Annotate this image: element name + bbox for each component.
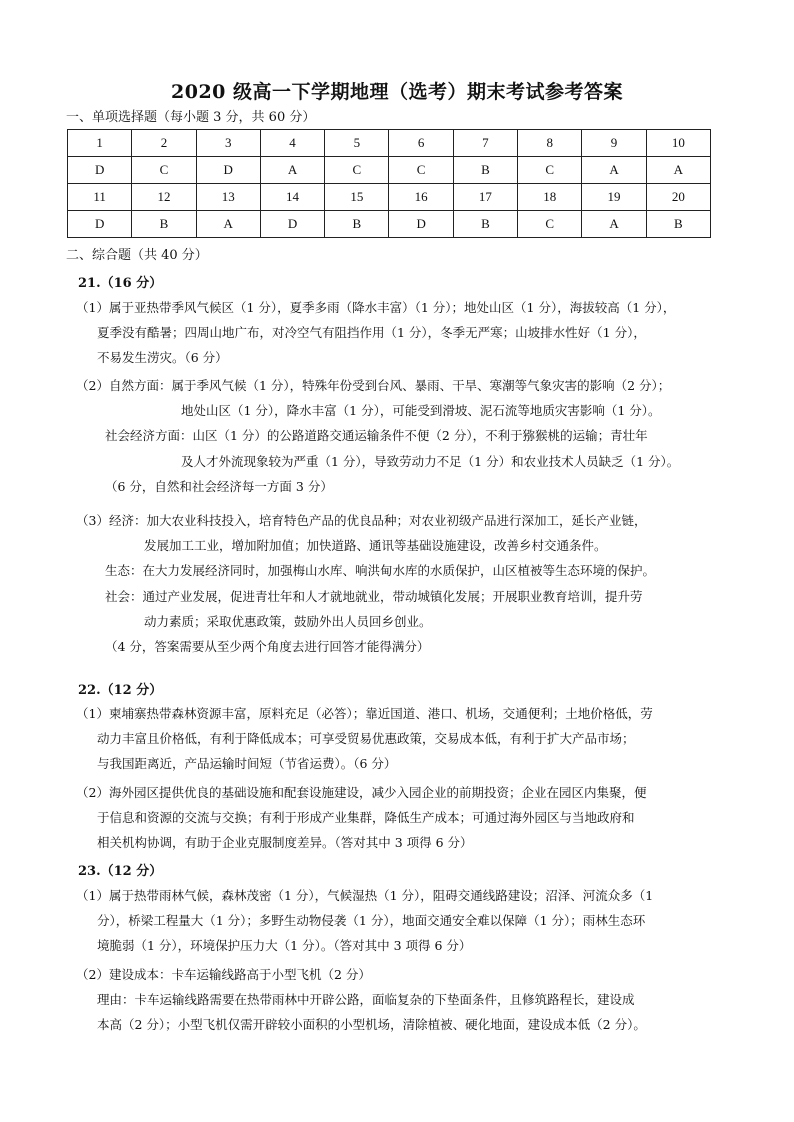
q21-part3 [76,508,655,659]
answer-cell: B [646,211,710,238]
answer-cell: A [582,211,646,238]
q22-part1 [76,701,653,777]
q22-p2-line: 于信息和资源的交流与交换；有利于形成产业集群，降低生产成本；可通过海外园区与当地政府和 [97,810,635,826]
q21-p2-line: 地处山区（1 分），降水丰富（1 分），可能受到滑坡、泥石流等地质灾害影响（1 分）。 [181,403,661,419]
question-number-cell: 6 [389,130,453,157]
q21-p3-line: （3）经济：加大农业科技投入，培育特色产品的优良品种；对农业初级产品进行深加工，延长产业链， [76,513,647,528]
part2-heading: 二、综合题（共 40 分） [66,248,208,263]
question-number-cell: 15 [325,184,389,211]
question-number-cell: 5 [325,130,389,157]
q22-heading: 22.（12 分） [78,683,163,698]
q22-p1-line: （1）柬埔寨热带森林资源丰富，原料充足（必答）；靠近国道、港口、机场，交通便利；土地价格低，劳 [76,706,653,721]
answer-cell: C [389,157,453,184]
q22-p1-line: 动力丰富且价格低，有利于降低成本；可享受贸易优惠政策，交易成本低，有利于扩大产品市场； [97,731,635,747]
q23-p1-line: 境脆弱（1 分），环境保护压力大（1 分）。（答对其中 3 项得 6 分） [97,938,472,954]
question-number-cell: 13 [196,184,260,211]
q21-p3-line: （4 分，答案需要从至少两个角度去进行回答才能得满分） [105,639,430,655]
answer-cell: B [453,157,517,184]
answer-cell: A [196,211,260,238]
question-number-cell: 19 [582,184,646,211]
answer-table-row [68,157,711,184]
q21-p1-line: 不易发生涝灾。（6 分） [97,350,228,366]
q21-p2-line: 社会经济方面：山区（1 分）的公路道路交通运输条件不便（2 分），不利于猕猴桃的运输；青壮年 [105,428,648,444]
answer-cell: C [518,157,582,184]
question-number-cell: 9 [582,130,646,157]
question-number-cell: 14 [260,184,324,211]
question-number-cell: 12 [132,184,196,211]
answer-cell: D [68,157,132,184]
answer-cell: C [132,157,196,184]
q23-p1-line: 分），桥梁工程量大（1 分）；多野生动物侵袭（1 分），地面交通安全难以保障（1 分）；雨林生态环 [97,913,646,929]
answer-cell: B [453,211,517,238]
q21-p1-line: 夏季没有酷暑；四周山地广布，对冷空气有阻挡作用（1 分），冬季无严寒；山坡排水性好（1 分）， [97,325,646,341]
answer-table [67,129,711,238]
q22-part2 [76,780,646,856]
q22-p1-line: 与我国距离近，产品运输时间短（节省运费）。（6 分） [97,756,397,772]
question-number-cell: 20 [646,184,710,211]
question-number-cell: 7 [453,130,517,157]
q21-part1 [76,295,675,371]
q23-p1-line: （1）属于热带雨林气候，森林茂密（1 分），气候湿热（1 分），阻碍交通线路建设；沼泽、河流众多（1 [76,888,654,903]
question-number-cell: 4 [260,130,324,157]
answer-cell: A [646,157,710,184]
question-number-cell: 16 [389,184,453,211]
q23-p2-line: 本高（2 分）；小型飞机仅需开辟较小面积的小型机场，清除植被、硬化地面，建设成本低（2 分）。 [97,1017,646,1033]
answer-table-row [68,211,711,238]
q23-part1 [76,883,653,959]
q21-p2-line: （2）自然方面：属于季风气候（1 分），特殊年份受到台风、暴雨、干旱、寒潮等气象灾害的影响（2 分）； [76,378,671,393]
answer-cell: A [260,157,324,184]
answer-table-row [68,130,711,157]
answer-table-row [68,184,711,211]
answer-cell: B [325,211,389,238]
answer-cell: C [518,211,582,238]
answer-cell: B [132,211,196,238]
question-number-cell: 2 [132,130,196,157]
q21-p3-line: 社会：通过产业发展，促进青壮年和人才就地就业，带动城镇化发展；开展职业教育培训，提升劳 [105,588,643,604]
question-number-cell: 1 [68,130,132,157]
answer-cell: A [582,157,646,184]
part1-heading: 一、单项选择题（每小题 3 分，共 60 分） [66,110,316,125]
answer-cell: C [325,157,389,184]
q21-p3-line: 动力素质；采取优惠政策，鼓励外出人员回乡创业。 [144,613,432,629]
question-number-cell: 3 [196,130,260,157]
answer-cell: D [389,211,453,238]
q21-p3-line: 生态：在大力发展经济同时，加强梅山水库、响洪甸水库的水质保护，山区植被等生态环境的保护。 [105,563,656,579]
q21-p3-line: 发展加工工业，增加附加值；加快道路、通讯等基础设施建设，改善乡村交通条件。 [144,538,607,554]
q21-p1-line: （1）属于亚热带季风气候区（1 分），夏季多雨（降水丰富）（1 分）；地处山区（1 分），海拔较高（1 分）， [76,300,676,315]
q22-p2-line: 相关机构协调，有助于企业克服制度差异。（答对其中 3 项得 6 分） [97,835,473,851]
answer-cell: D [68,211,132,238]
question-number-cell: 18 [518,184,582,211]
question-number-cell: 10 [646,130,710,157]
q21-p2-line: （6 分，自然和社会经济每一方面 3 分） [105,478,333,494]
answer-cell: D [260,211,324,238]
q23-part2 [76,962,646,1038]
q23-heading: 23.（12 分） [78,864,163,879]
page-title: 2020 级高一下学期地理（选考）期末考试参考答案 [171,81,623,103]
answer-cell: D [196,157,260,184]
question-number-cell: 17 [453,184,517,211]
q23-p2-line: （2）建设成本：卡车运输线路高于小型飞机（2 分） [76,967,371,982]
q21-p2-line: 及人才外流现象较为严重（1 分），导致劳动力不足（1 分）和农业技术人员缺乏（1 分）。 [181,453,680,469]
q21-part2 [76,373,679,499]
question-number-cell: 8 [518,130,582,157]
q21-heading: 21.（16 分） [78,276,163,291]
question-number-cell: 11 [68,184,132,211]
q22-p2-line: （2）海外园区提供优良的基础设施和配套设施建设，减少入园企业的前期投资；企业在园区内集聚，便 [76,785,647,800]
q23-p2-line: 理由：卡车运输线路需要在热带雨林中开辟公路，面临复杂的下垫面条件，且修筑路程长，建设成 [97,992,635,1008]
